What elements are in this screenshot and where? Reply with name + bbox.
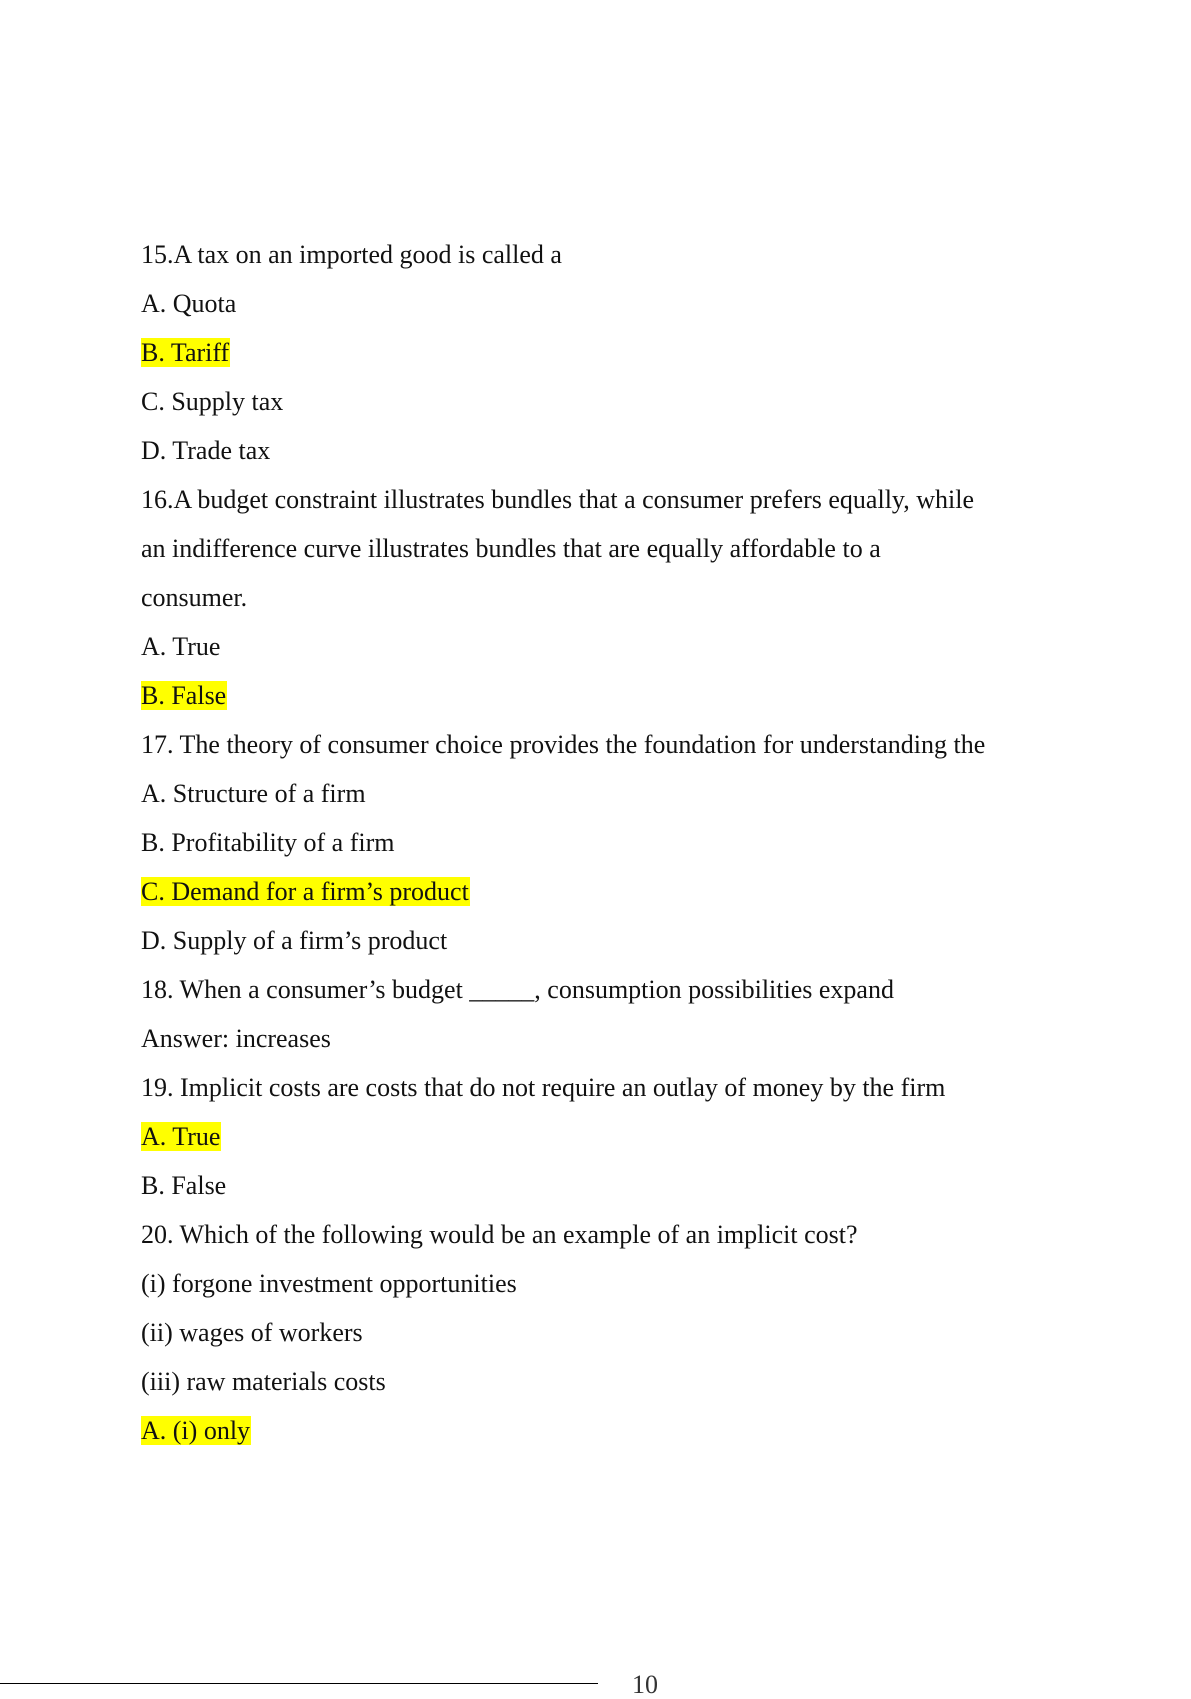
- question-15-option-b-correct: [141, 328, 1051, 377]
- page-number: 10: [632, 1670, 658, 1699]
- question-18-answer: Answer: increases: [141, 1024, 331, 1053]
- question-16-prompt-line-2: an indifference curve illustrates bundles that are equally affordable to a: [141, 534, 881, 563]
- question-15-option-d: D. Trade tax: [141, 436, 271, 465]
- question-18-prompt: 18. When a consumer’s budget _____, consumption possibilities expand: [141, 975, 894, 1004]
- question-16-prompt-line-1: 16.A budget constraint illustrates bundles that a consumer prefers equally, while: [141, 485, 974, 514]
- question-17-option-c-correct: [141, 867, 1051, 916]
- question-19-prompt: 19. Implicit costs are costs that do not require an outlay of money by the firm: [141, 1073, 946, 1102]
- question-15-prompt: 15.A tax on an imported good is called a: [141, 240, 562, 269]
- answer-highlight: B. False: [141, 681, 227, 710]
- answer-highlight: A. True: [141, 1122, 221, 1151]
- question-16-option-a: A. True: [141, 632, 221, 661]
- question-15-option-a: A. Quota: [141, 289, 237, 318]
- question-20-item-iii: (iii) raw materials costs: [141, 1367, 386, 1396]
- question-17-option-b: B. Profitability of a firm: [141, 828, 395, 857]
- question-15-option-c: C. Supply tax: [141, 387, 284, 416]
- document-body: [141, 230, 1051, 1455]
- footer-rule: [0, 1683, 598, 1684]
- question-20-item-i: (i) forgone investment opportunities: [141, 1269, 517, 1298]
- question-16-option-b-correct: [141, 671, 1051, 720]
- question-20-item-ii: (ii) wages of workers: [141, 1318, 363, 1347]
- question-17-option-a: A. Structure of a firm: [141, 779, 366, 808]
- answer-highlight: A. (i) only: [141, 1416, 251, 1445]
- answer-highlight: B. Tariff: [141, 338, 230, 367]
- question-19-option-b: B. False: [141, 1171, 227, 1200]
- question-19-option-a-correct: [141, 1112, 1051, 1161]
- question-17-prompt: 17. The theory of consumer choice provides the foundation for understanding the: [141, 730, 986, 759]
- question-20-option-a-correct: [141, 1406, 1051, 1455]
- answer-highlight: C. Demand for a firm’s product: [141, 877, 469, 906]
- question-20-prompt: 20. Which of the following would be an example of an implicit cost?: [141, 1220, 858, 1249]
- question-17-option-d: D. Supply of a firm’s product: [141, 926, 448, 955]
- question-16-prompt-line-3: consumer.: [141, 583, 248, 612]
